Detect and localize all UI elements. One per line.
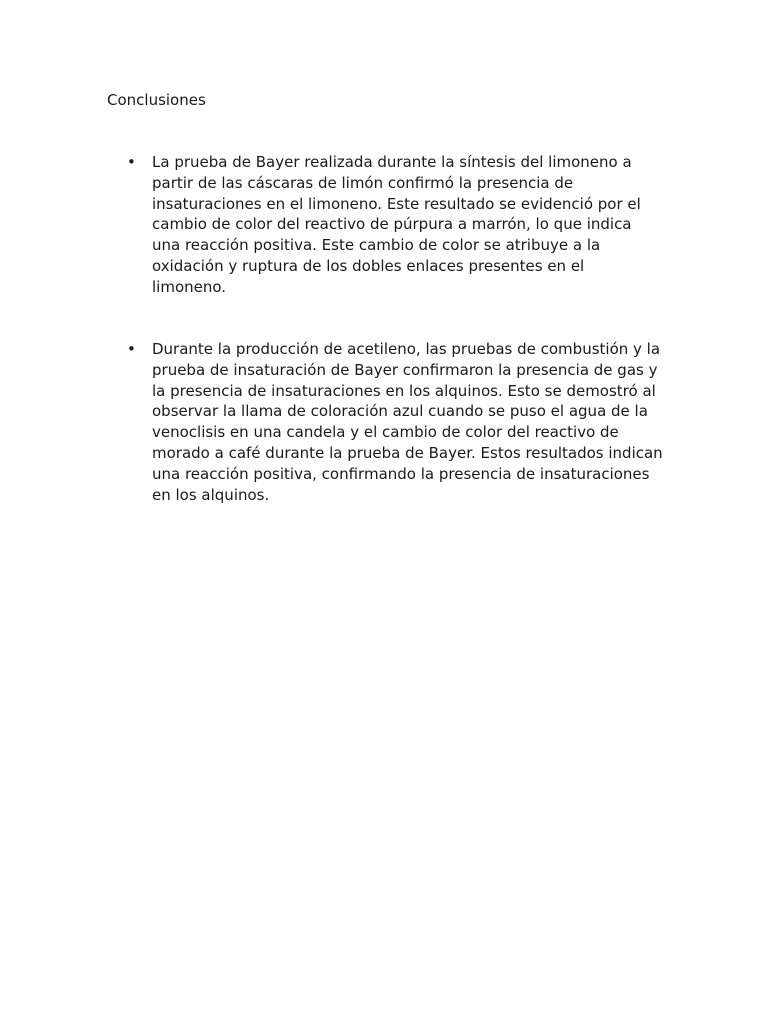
list-item-text: La prueba de Bayer realizada durante la síntesis del limoneno a partir de las cáscaras de limón confirmó la presencia de insaturaciones en el limoneno. Este resultado se evidenció por el cambio de color del reactivo de púrpura a marrón, lo que indica una reacción positiva. Este cambio de color se atribuye a la oxidación y ruptura de los dobles enlaces presentes en el limoneno. bbox=[152, 153, 641, 296]
section-heading: Conclusiones bbox=[107, 91, 206, 109]
list-item bbox=[127, 152, 667, 298]
bullet-icon: • bbox=[127, 340, 136, 358]
list-item bbox=[127, 339, 667, 505]
list-item-text: Durante la producción de acetileno, las pruebas de combustión y la prueba de insaturación de Bayer confirmaron la presencia de gas y la presencia de insaturaciones en los alquinos. Esto se demostró al observar la llama de coloración azul cuando se puso el agua de la venoclisis en una candela y el cambio de color del reactivo de morado a café durante la prueba de Bayer. Estos resultados indican una reacción positiva, confirmando la presencia de insaturaciones en los alquinos. bbox=[152, 340, 663, 504]
bullet-icon: • bbox=[127, 153, 136, 171]
